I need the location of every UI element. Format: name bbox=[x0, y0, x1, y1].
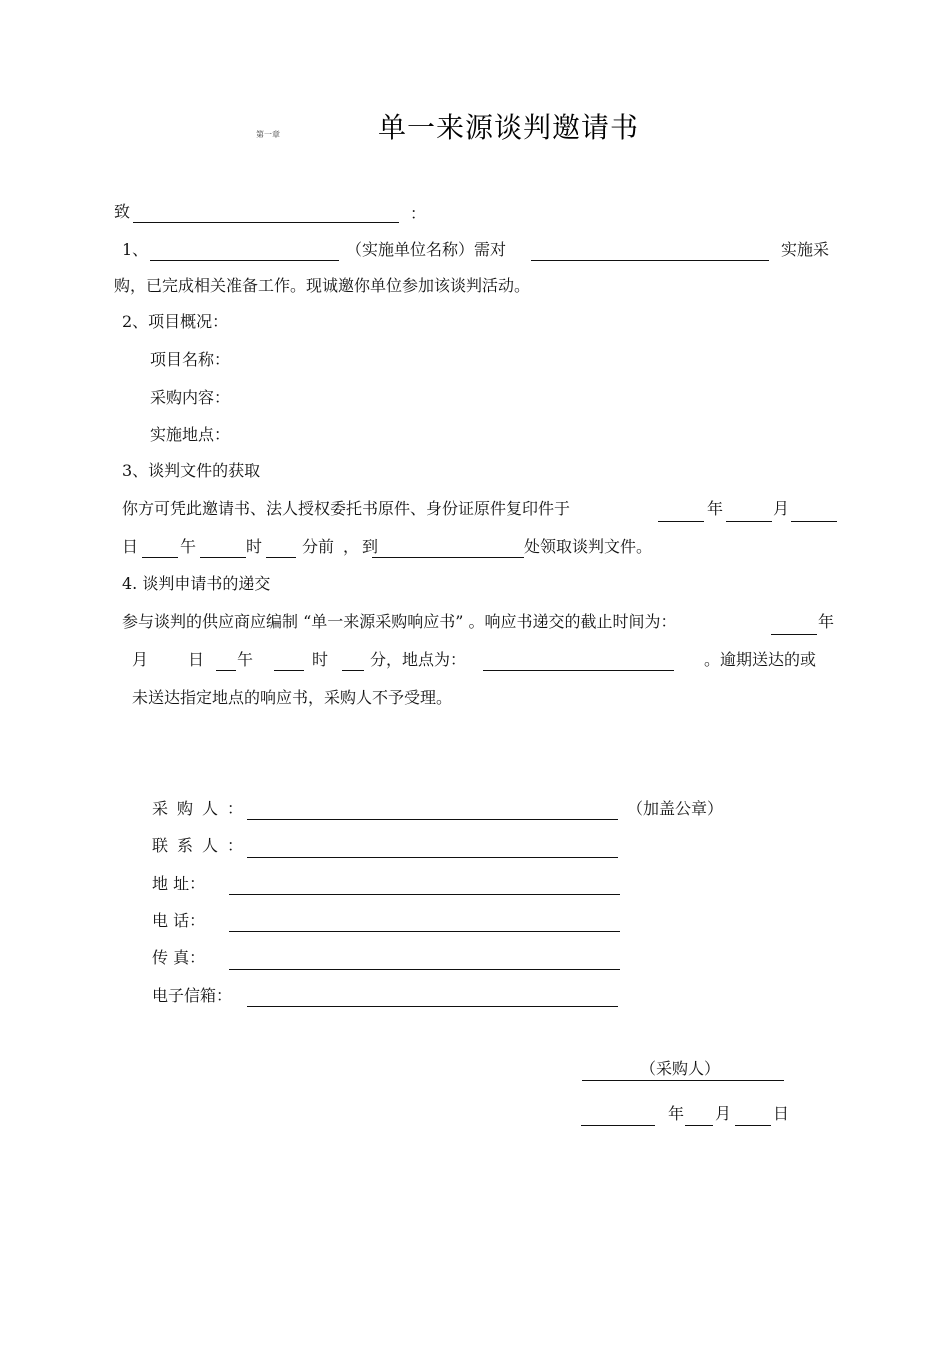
address-blank bbox=[229, 894, 620, 895]
deadline-month-label: 月 bbox=[132, 650, 149, 669]
contact-person-label: 联系人： bbox=[152, 836, 253, 855]
signature-purchaser: （采购人） bbox=[640, 1059, 721, 1078]
section3-heading: 3、谈判文件的获取 bbox=[122, 461, 261, 480]
procurement-content-label: 采购内容： bbox=[150, 388, 231, 407]
fax-blank bbox=[229, 969, 620, 970]
get-comma: ， bbox=[343, 537, 360, 556]
signature-day-label: 日 bbox=[773, 1104, 790, 1123]
contact-person-blank bbox=[247, 857, 618, 858]
get-minute-blank bbox=[266, 557, 296, 558]
get-hour-blank bbox=[200, 557, 246, 558]
get-hour-label: 时 bbox=[246, 537, 263, 556]
section1-unit-hint: （实施单位名称）需对 bbox=[346, 240, 507, 259]
deadline-minute-blank bbox=[342, 670, 364, 671]
get-month-label: 月 bbox=[773, 499, 790, 518]
deadline-late-text: 。逾期送达的或 bbox=[704, 650, 817, 669]
project-blank bbox=[531, 260, 769, 261]
purchaser-label: 采购人： bbox=[152, 799, 253, 818]
stamp-note: （加盖公章） bbox=[627, 799, 724, 818]
signature-month-label: 月 bbox=[715, 1104, 732, 1123]
deadline-noon-label: 午 bbox=[237, 650, 254, 669]
section1-line2: 购，已完成相关准备工作。现诚邀你单位参加该谈判活动。 bbox=[114, 276, 531, 295]
deadline-noon-blank bbox=[216, 670, 236, 671]
phone-blank bbox=[229, 931, 620, 932]
email-blank bbox=[247, 1006, 618, 1007]
get-to-label: 到 bbox=[362, 537, 379, 556]
get-noon-label: 午 bbox=[180, 537, 197, 556]
phone-label: 电 话： bbox=[152, 911, 206, 930]
deadline-hour-blank bbox=[274, 670, 304, 671]
purchaser-blank bbox=[247, 819, 618, 820]
deadline-day-label: 日 bbox=[188, 650, 205, 669]
section3-line1: 你方可凭此邀请书、法人授权委托书原件、身份证原件复印件于 bbox=[122, 499, 571, 518]
deadline-hour-label: 时 bbox=[312, 650, 329, 669]
get-month-blank bbox=[726, 521, 772, 522]
greeting-to: 致 bbox=[114, 202, 131, 221]
document-title: 单一来源谈判邀请书 bbox=[378, 111, 640, 144]
deadline-year-label: 年 bbox=[818, 612, 835, 631]
section1-tail: 实施采 bbox=[781, 240, 830, 259]
get-pickup-text: 处领取谈判文件。 bbox=[524, 537, 653, 556]
section4-line1: 参与谈判的供应商应编制 “单一来源采购响应书” 。响应书递交的截止时间为： bbox=[122, 612, 677, 631]
get-day-blank bbox=[791, 521, 837, 522]
project-name-label: 项目名称： bbox=[150, 350, 231, 369]
unit-name-blank bbox=[150, 260, 339, 261]
signature-month-blank bbox=[685, 1125, 713, 1126]
email-label: 电子信箱： bbox=[152, 986, 233, 1005]
get-year-blank bbox=[658, 521, 704, 522]
fax-label: 传 真： bbox=[152, 948, 206, 967]
section1-number: 1、 bbox=[122, 240, 149, 259]
signature-year-label: 年 bbox=[668, 1104, 685, 1123]
chapter-label: 第一章 bbox=[256, 130, 280, 139]
get-place-blank bbox=[372, 557, 524, 558]
signature-day-blank bbox=[735, 1125, 771, 1126]
get-year-label: 年 bbox=[707, 499, 724, 518]
address-label: 地 址： bbox=[152, 874, 206, 893]
deadline-place-blank bbox=[483, 670, 674, 671]
get-minute-label: 分前 bbox=[302, 537, 335, 556]
signature-year-blank bbox=[581, 1125, 655, 1126]
implementation-location-label: 实施地点： bbox=[150, 425, 231, 444]
get-day-label: 日 bbox=[122, 537, 139, 556]
greeting-colon: ： bbox=[410, 204, 427, 223]
get-noon-blank bbox=[142, 557, 178, 558]
section4-line3: 未送达指定地点的响应书，采购人不予受理。 bbox=[132, 688, 453, 707]
recipient-blank bbox=[133, 222, 399, 223]
section2-heading: 2、项目概况： bbox=[122, 312, 229, 331]
deadline-year-blank bbox=[771, 634, 817, 635]
deadline-minute-label: 分，地点为： bbox=[370, 650, 467, 669]
section4-heading: 4. 谈判申请书的递交 bbox=[122, 574, 271, 593]
signature-purchaser-line bbox=[582, 1080, 784, 1081]
